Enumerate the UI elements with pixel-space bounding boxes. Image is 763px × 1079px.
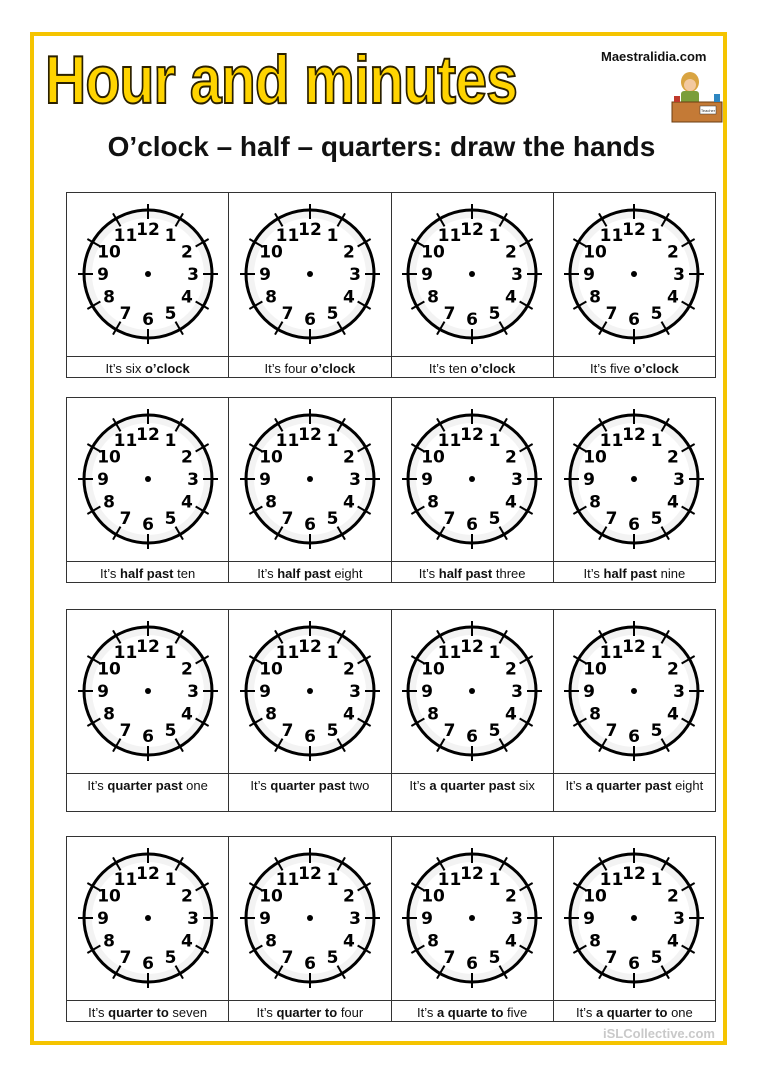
hour-number: 5 [650, 720, 663, 741]
hour-number: 11 [437, 870, 462, 891]
hour-number: 2 [667, 886, 680, 907]
time-label [67, 1001, 229, 1022]
time-label-text: It’s six o’clock [105, 361, 190, 376]
hour-number: 7 [281, 947, 294, 968]
center-dot [631, 476, 637, 482]
hour-number: 4 [505, 287, 518, 308]
hour-number: 4 [667, 931, 680, 952]
hour-number: 1 [164, 870, 177, 891]
hour-number: 7 [605, 508, 618, 529]
center-dot [145, 476, 151, 482]
hour-number: 1 [650, 870, 663, 891]
hour-number: 4 [180, 704, 193, 725]
hour-number: 12 [298, 425, 322, 445]
center-dot [469, 688, 475, 694]
clock-face[interactable] [235, 398, 385, 561]
hour-number: 2 [342, 447, 355, 468]
hour-number: 9 [583, 682, 596, 702]
hour-number: 1 [164, 431, 177, 452]
clock-section [66, 397, 716, 583]
hour-number: 1 [650, 643, 663, 664]
hour-number: 6 [466, 310, 479, 330]
hour-number: 8 [102, 931, 115, 952]
hour-number: 9 [421, 909, 434, 929]
hour-number: 8 [102, 492, 115, 513]
hour-number: 11 [437, 226, 462, 247]
hour-number: 11 [600, 870, 624, 891]
hour-number: 2 [667, 659, 680, 680]
center-dot [307, 688, 313, 694]
hour-number: 12 [135, 864, 160, 884]
hour-number: 12 [135, 425, 160, 445]
time-keyword: a quarter to [595, 1005, 668, 1020]
hour-number: 6 [628, 310, 641, 330]
hour-number: 12 [298, 220, 322, 240]
center-dot [631, 688, 637, 694]
center-dot [307, 476, 313, 482]
clock-face[interactable] [397, 193, 547, 356]
hour-number: 12 [135, 637, 160, 657]
clock-cell [392, 837, 554, 1001]
center-dot [469, 915, 475, 921]
hour-number: 9 [583, 909, 596, 929]
hour-number: 2 [342, 242, 355, 263]
hour-number: 7 [443, 303, 456, 324]
center-dot [145, 688, 151, 694]
hour-number: 12 [622, 637, 647, 657]
hour-number: 6 [466, 727, 479, 747]
hour-number: 11 [275, 226, 300, 247]
clock-face[interactable] [235, 610, 385, 773]
hour-number: 8 [264, 287, 277, 308]
hour-number: 10 [421, 447, 445, 468]
time-label-text: It’s half past three [418, 566, 526, 581]
hour-number: 7 [119, 508, 132, 529]
time-label-text: It’s half past nine [583, 566, 686, 581]
hour-number: 3 [511, 909, 524, 929]
hour-number: 4 [505, 492, 518, 513]
hour-number: 7 [443, 508, 456, 529]
hour-number: 10 [96, 886, 121, 907]
clock-cell [229, 398, 391, 562]
hour-number: 4 [342, 931, 355, 952]
clock-face[interactable] [397, 398, 547, 561]
hour-number: 3 [673, 682, 686, 702]
time-label-text: It’s half past ten [100, 566, 196, 581]
hour-number: 3 [186, 682, 199, 702]
time-keyword: a quarter past [585, 778, 672, 793]
clock-section [66, 609, 716, 812]
worksheet-subtitle: O’clock – half – quarters: draw the hands [107, 131, 656, 162]
hour-number: 5 [164, 947, 177, 968]
hour-number: 10 [583, 242, 608, 263]
hour-number: 5 [326, 720, 339, 741]
hour-number: 11 [600, 643, 624, 664]
time-label-text: It’s a quarter past eight [565, 778, 704, 793]
clock-cell [554, 398, 716, 562]
time-label [229, 562, 391, 583]
hour-number: 7 [119, 720, 132, 741]
hour-number: 6 [141, 515, 154, 535]
hour-number: 11 [275, 870, 300, 891]
time-label [392, 357, 554, 378]
clock-section [66, 192, 716, 378]
hour-number: 2 [505, 447, 518, 468]
hour-number: 3 [348, 909, 361, 929]
hour-number: 9 [583, 470, 596, 490]
hour-number: 12 [460, 864, 484, 884]
time-keyword: a quarter past [429, 778, 516, 793]
time-label-text: It’s four o’clock [264, 361, 356, 376]
hour-number: 9 [421, 265, 434, 285]
hour-number: 4 [667, 287, 680, 308]
hour-number: 3 [511, 265, 524, 285]
hour-number: 6 [628, 727, 641, 747]
hour-number: 3 [186, 909, 199, 929]
hour-number: 9 [96, 470, 109, 490]
hour-number: 5 [650, 947, 663, 968]
time-keyword: half past [277, 566, 331, 581]
clock-cell [67, 837, 229, 1001]
hour-number: 3 [348, 470, 361, 490]
hour-number: 11 [600, 431, 624, 452]
hour-number: 5 [650, 508, 663, 529]
hour-number: 9 [96, 265, 109, 285]
hour-number: 4 [342, 704, 355, 725]
hour-number: 10 [421, 886, 445, 907]
hour-number: 5 [488, 508, 501, 529]
hour-number: 2 [180, 886, 193, 907]
hour-number: 7 [605, 947, 618, 968]
time-label [392, 1001, 554, 1022]
hour-number: 5 [326, 508, 339, 529]
hour-number: 7 [443, 720, 456, 741]
hour-number: 2 [505, 242, 518, 263]
time-keyword: o’clock [470, 361, 516, 376]
hour-number: 4 [505, 931, 518, 952]
hour-number: 11 [113, 431, 137, 452]
hour-number: 10 [259, 242, 283, 263]
clock-face[interactable] [235, 837, 385, 1000]
hour-number: 10 [583, 886, 608, 907]
time-keyword: quarter to [276, 1005, 338, 1020]
watermark: iSLCollective.com [603, 1026, 715, 1041]
hour-number: 11 [437, 643, 462, 664]
hour-number: 6 [141, 310, 154, 330]
hour-number: 8 [427, 287, 440, 308]
time-keyword: o’clock [310, 361, 356, 376]
hour-number: 1 [326, 870, 339, 891]
center-dot [469, 271, 475, 277]
time-keyword: o’clock [144, 361, 190, 376]
hour-number: 4 [505, 704, 518, 725]
hour-number: 2 [180, 447, 193, 468]
clock-cell [229, 610, 391, 774]
clock-cell [392, 398, 554, 562]
time-keyword: quarter to [108, 1005, 169, 1020]
hour-number: 2 [342, 886, 355, 907]
time-keyword: half past [603, 566, 657, 581]
hour-number: 5 [164, 720, 177, 741]
clock-cell [554, 193, 716, 357]
clock-face[interactable] [397, 837, 547, 1000]
hour-number: 8 [427, 931, 440, 952]
hour-number: 6 [141, 727, 154, 747]
hour-number: 5 [326, 947, 339, 968]
clock-face[interactable] [559, 193, 709, 356]
hour-number: 9 [421, 682, 434, 702]
hour-number: 8 [102, 704, 115, 725]
hour-number: 2 [505, 886, 518, 907]
time-keyword: quarter past [107, 778, 183, 793]
hour-number: 3 [673, 265, 686, 285]
hour-number: 12 [135, 220, 160, 240]
worksheet-title: Hour and minutes [45, 42, 518, 118]
hour-number: 11 [275, 431, 300, 452]
hour-number: 1 [326, 431, 339, 452]
hour-number: 9 [583, 265, 596, 285]
center-dot [631, 271, 637, 277]
hour-number: 7 [281, 720, 294, 741]
hour-number: 6 [628, 954, 641, 974]
hour-number: 3 [511, 682, 524, 702]
hour-number: 7 [119, 303, 132, 324]
center-dot [469, 476, 475, 482]
hour-number: 12 [460, 637, 484, 657]
hour-number: 1 [326, 643, 339, 664]
center-dot [145, 915, 151, 921]
time-label-text: It’s five o’clock [590, 361, 679, 376]
hour-number: 6 [303, 954, 316, 974]
hour-number: 12 [298, 637, 322, 657]
hour-number: 5 [488, 947, 501, 968]
time-label-text: It’s half past eight [257, 566, 363, 581]
hour-number: 4 [342, 492, 355, 513]
clock-face[interactable] [73, 837, 223, 1000]
time-label [392, 562, 554, 583]
hour-number: 11 [113, 226, 137, 247]
hour-number: 1 [164, 226, 177, 247]
hour-number: 6 [466, 515, 479, 535]
teacher-illustration [670, 70, 724, 126]
hour-number: 1 [164, 643, 177, 664]
clock-cell [554, 837, 716, 1001]
hour-number: 7 [605, 303, 618, 324]
hour-number: 1 [326, 226, 339, 247]
hour-number: 5 [326, 303, 339, 324]
hour-number: 10 [583, 659, 608, 680]
hour-number: 9 [258, 682, 271, 702]
clock-cell [392, 610, 554, 774]
time-label-text: It’s quarter to four [256, 1005, 364, 1020]
clock-face[interactable] [559, 610, 709, 773]
clock-section [66, 836, 716, 1022]
hour-number: 8 [264, 492, 277, 513]
hour-number: 2 [342, 659, 355, 680]
clock-cell [229, 193, 391, 357]
hour-number: 4 [180, 492, 193, 513]
hour-number: 6 [466, 954, 479, 974]
hour-number: 8 [264, 704, 277, 725]
hour-number: 12 [460, 220, 484, 240]
hour-number: 4 [180, 287, 193, 308]
time-keyword: a quarte to [436, 1005, 504, 1020]
hour-number: 12 [622, 220, 647, 240]
clock-cell [67, 610, 229, 774]
clock-face[interactable] [559, 837, 709, 1000]
hour-number: 3 [348, 682, 361, 702]
hour-number: 8 [589, 492, 602, 513]
hour-number: 10 [421, 659, 445, 680]
clock-face[interactable] [397, 610, 547, 773]
hour-number: 2 [667, 242, 680, 263]
hour-number: 3 [348, 265, 361, 285]
time-label [554, 774, 716, 812]
hour-number: 2 [667, 447, 680, 468]
time-label [554, 1001, 716, 1022]
hour-number: 1 [488, 870, 501, 891]
hour-number: 10 [259, 659, 283, 680]
hour-number: 5 [164, 508, 177, 529]
hour-number: 4 [180, 931, 193, 952]
time-label [229, 774, 391, 812]
hour-number: 1 [650, 431, 663, 452]
hour-number: 3 [511, 470, 524, 490]
clock-face[interactable] [73, 610, 223, 773]
center-dot [307, 915, 313, 921]
hour-number: 7 [281, 303, 294, 324]
hour-number: 4 [342, 287, 355, 308]
hour-number: 6 [303, 515, 316, 535]
hour-number: 2 [180, 659, 193, 680]
hour-number: 8 [427, 492, 440, 513]
hour-number: 12 [622, 425, 647, 445]
time-label [67, 774, 229, 812]
hour-number: 9 [258, 470, 271, 490]
hour-number: 10 [96, 242, 121, 263]
hour-number: 11 [437, 431, 462, 452]
hour-number: 8 [264, 931, 277, 952]
hour-number: 8 [589, 704, 602, 725]
hour-number: 11 [113, 643, 137, 664]
time-keyword: half past [120, 566, 174, 581]
time-keyword: quarter past [270, 778, 346, 793]
hour-number: 5 [650, 303, 663, 324]
clock-cell [67, 193, 229, 357]
time-label [229, 1001, 391, 1022]
hour-number: 7 [281, 508, 294, 529]
teacher-sign-text: Teacher [700, 108, 716, 113]
hour-number: 3 [673, 909, 686, 929]
clock-face[interactable] [559, 398, 709, 561]
hour-number: 8 [427, 704, 440, 725]
hour-number: 6 [303, 727, 316, 747]
hour-number: 4 [667, 704, 680, 725]
site-name: Maestralidia.com [601, 49, 707, 64]
hour-number: 1 [488, 431, 501, 452]
hour-number: 10 [259, 886, 283, 907]
clock-cell [554, 610, 716, 774]
hour-number: 1 [488, 643, 501, 664]
hour-number: 2 [505, 659, 518, 680]
clock-face[interactable] [235, 193, 385, 356]
hour-number: 12 [622, 864, 647, 884]
hour-number: 12 [298, 864, 322, 884]
hour-number: 6 [303, 310, 316, 330]
hour-number: 1 [650, 226, 663, 247]
hour-number: 7 [119, 947, 132, 968]
hour-number: 5 [164, 303, 177, 324]
time-label-text: It’s a quarter to one [575, 1005, 693, 1020]
hour-number: 11 [600, 226, 624, 247]
hour-number: 1 [488, 226, 501, 247]
hour-number: 7 [443, 947, 456, 968]
center-dot [145, 271, 151, 277]
time-label-text: It’s quarter past one [87, 778, 208, 793]
time-label-text: It’s a quarter past six [409, 778, 535, 793]
hour-number: 11 [113, 870, 137, 891]
hour-number: 6 [628, 515, 641, 535]
hour-number: 8 [589, 287, 602, 308]
hour-number: 9 [421, 470, 434, 490]
center-dot [307, 271, 313, 277]
time-label-text: It’s quarter past two [250, 778, 370, 793]
clock-face[interactable] [73, 398, 223, 561]
center-dot [631, 915, 637, 921]
time-label-text: It’s ten o’clock [428, 361, 516, 376]
hour-number: 8 [589, 931, 602, 952]
time-keyword: half past [438, 566, 493, 581]
hour-number: 5 [488, 720, 501, 741]
hour-number: 9 [96, 682, 109, 702]
time-label [392, 774, 554, 812]
clock-face[interactable] [73, 193, 223, 356]
hour-number: 10 [583, 447, 608, 468]
hour-number: 10 [421, 242, 445, 263]
hour-number: 10 [259, 447, 283, 468]
time-label [554, 357, 716, 378]
hour-number: 6 [141, 954, 154, 974]
hour-number: 9 [258, 265, 271, 285]
time-keyword: o’clock [633, 361, 679, 376]
clock-cell [392, 193, 554, 357]
time-label [229, 357, 391, 378]
clock-cell [67, 398, 229, 562]
hour-number: 7 [605, 720, 618, 741]
hour-number: 4 [667, 492, 680, 513]
hour-number: 8 [102, 287, 115, 308]
clock-cell [229, 837, 391, 1001]
time-label [67, 357, 229, 378]
hour-number: 10 [96, 659, 121, 680]
time-label [67, 562, 229, 583]
time-label [554, 562, 716, 583]
hour-number: 5 [488, 303, 501, 324]
hour-number: 9 [258, 909, 271, 929]
hour-number: 10 [96, 447, 121, 468]
hour-number: 9 [96, 909, 109, 929]
hour-number: 3 [186, 470, 199, 490]
hour-number: 3 [673, 470, 686, 490]
time-label-text: It’s quarter to seven [88, 1005, 208, 1020]
time-label-text: It’s a quarte to five [416, 1005, 528, 1020]
hour-number: 11 [275, 643, 300, 664]
hour-number: 3 [186, 265, 199, 285]
hour-number: 12 [460, 425, 484, 445]
hour-number: 2 [180, 242, 193, 263]
